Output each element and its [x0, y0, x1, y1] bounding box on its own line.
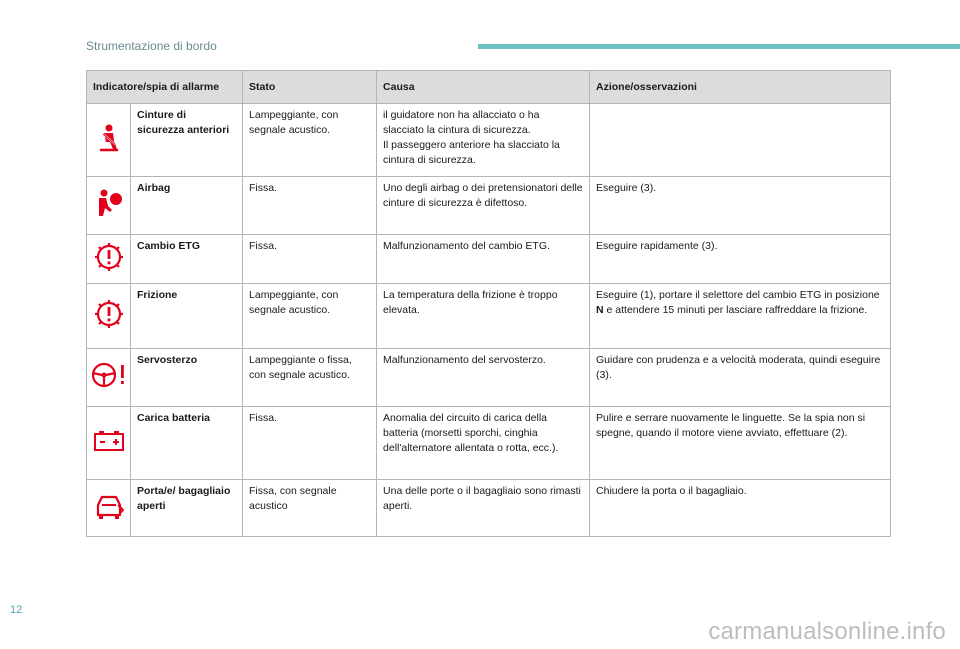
battery-warning-icon — [93, 430, 125, 452]
table-row — [87, 177, 891, 235]
table-row — [87, 104, 891, 177]
header-indicator: Indicatore/spia di allarme — [87, 71, 243, 104]
door-open-warning-icon — [94, 491, 124, 521]
table-row — [87, 407, 891, 480]
indicator-name: Cinture di sicurezza anteriori — [131, 104, 243, 177]
table-header-row — [87, 71, 891, 104]
indicator-action: Pulire e serrare nuovamente le linguette. Se la spia non si spegne, quando il motore viene avviato, effettuare (2). — [590, 407, 891, 480]
indicator-action: Chiudere la porta o il bagagliaio. — [590, 480, 891, 537]
section-title: Strumentazione di bordo — [86, 39, 217, 53]
table-row — [87, 480, 891, 537]
power-steering-warning-icon — [90, 360, 128, 390]
table-row — [87, 235, 891, 284]
indicator-cause: Malfunzionamento del cambio ETG. — [377, 235, 590, 284]
header-cause: Causa — [377, 71, 590, 104]
table-row — [87, 284, 891, 349]
page-number: 12 — [10, 604, 23, 616]
indicator-status: Lampeggiante o fissa, con segnale acustico. — [243, 349, 377, 407]
indicator-status: Fissa. — [243, 407, 377, 480]
indicator-cause: La temperatura della frizione è troppo elevata. — [377, 284, 590, 349]
indicator-action — [590, 104, 891, 177]
indicator-status: Fissa, con segnale acustico — [243, 480, 377, 537]
header-status: Stato — [243, 71, 377, 104]
airbag-warning-icon — [95, 188, 123, 218]
indicator-cause: Una delle porte o il bagagliaio sono rimasti aperti. — [377, 480, 590, 537]
indicator-action: Eseguire rapidamente (3). — [590, 235, 891, 284]
indicator-status: Lampeggiante, con segnale acustico. — [243, 104, 377, 177]
indicator-cause: Malfunzionamento del servosterzo. — [377, 349, 590, 407]
header-accent-bar — [478, 44, 960, 49]
gearbox-warning-icon — [94, 242, 124, 272]
indicator-action — [590, 284, 891, 349]
clutch-warning-icon — [94, 299, 124, 329]
indicator-name: Servosterzo — [131, 349, 243, 407]
table-row — [87, 349, 891, 407]
indicator-name: Cambio ETG — [131, 235, 243, 284]
indicator-cause: il guidatore non ha allacciato o ha slacciato la cintura di sicurezza. Il passeggero anteriore ha slacciato la cintura di sicurezza. — [377, 104, 590, 177]
indicator-name: Frizione — [131, 284, 243, 349]
indicator-cause: Uno degli airbag o dei pretensionatori delle cinture di sicurezza è difettoso. — [377, 177, 590, 235]
indicator-status: Fissa. — [243, 235, 377, 284]
indicator-name: Porta/e/ bagagliaio aperti — [131, 480, 243, 537]
action-text-post: e attendere 15 minuti per lasciare raffreddare la frizione. — [603, 304, 868, 316]
indicator-status: Fissa. — [243, 177, 377, 235]
indicator-action: Guidare con prudenza e a velocità moderata, quindi eseguire (3). — [590, 349, 891, 407]
indicator-status: Lampeggiante, con segnale acustico. — [243, 284, 377, 349]
action-text-pre: Eseguire (1), portare il selettore del cambio ETG in posizione — [596, 289, 880, 301]
indicator-cause: Anomalia del circuito di carica della batteria (morsetti sporchi, cinghia dell'alternatore allentata o rotta, ecc.). — [377, 407, 590, 480]
warning-lights-table — [86, 70, 891, 537]
seatbelt-warning-icon — [96, 123, 122, 153]
indicator-action: Eseguire (3). — [590, 177, 891, 235]
header-action: Azione/osservazioni — [590, 71, 891, 104]
indicator-name: Carica batteria — [131, 407, 243, 480]
action-gear-position: N — [596, 304, 604, 316]
watermark: carmanualsonline.info — [708, 618, 946, 645]
indicator-name: Airbag — [131, 177, 243, 235]
